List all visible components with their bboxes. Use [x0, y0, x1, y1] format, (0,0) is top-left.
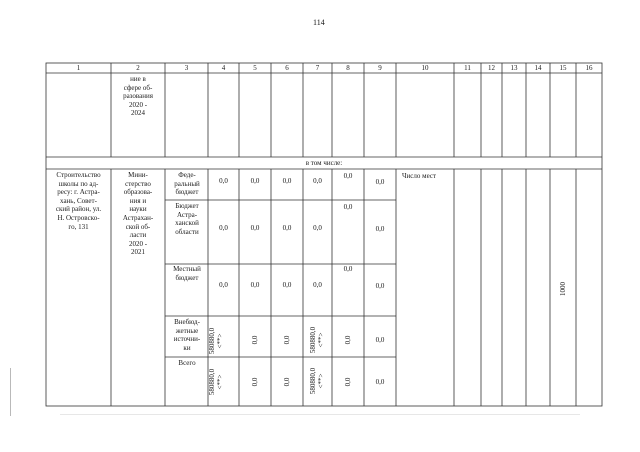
header-col-1: 1 [76, 64, 81, 72]
section-label: в том числе: [305, 159, 343, 167]
header-col-5: 5 [253, 64, 257, 72]
header-col-13: 13 [510, 64, 518, 72]
source-total: Всего [178, 359, 196, 367]
header-col-16: 16 [585, 64, 593, 72]
scan-edge-mark [10, 368, 11, 416]
federal-col6: 0,0 [282, 177, 292, 185]
local-col5: 0,0 [250, 281, 260, 289]
regional-col6: 0,0 [282, 224, 292, 232]
federal-col5: 0,0 [250, 177, 260, 185]
header-col-11: 11 [464, 64, 471, 72]
source-federal: Феде- ральный бюджет [174, 171, 200, 197]
extrabudgetary-col7: 580880,0 <**> [309, 326, 325, 354]
local-col4: 0,0 [219, 281, 228, 289]
regional-col9: 0,0 [375, 225, 385, 233]
source-regional: Бюджет Астра- ханской области [175, 202, 199, 236]
total-col4: 580880,0 <**> [208, 368, 224, 396]
extrabudgetary-col5: 0,0 [251, 335, 259, 345]
header-col-8: 8 [346, 64, 350, 72]
extrabudgetary-col9: 0,0 [375, 336, 385, 344]
object-executor: Мини- стерство образова- ния и науки Астрахан- ской об- ласти 2020 - 2021 [122, 171, 154, 257]
header-col-3: 3 [184, 64, 189, 72]
page-number: 114 [313, 18, 325, 27]
scan-bottom-mark [60, 414, 580, 415]
regional-col8: 0,0 [343, 203, 353, 211]
total-col8: 0,0 [344, 377, 352, 387]
federal-col4: 0,0 [219, 177, 228, 185]
header-col-7: 7 [315, 64, 320, 72]
header-col-15: 15 [559, 64, 567, 72]
regional-col5: 0,0 [250, 224, 260, 232]
header-col-10: 10 [421, 64, 429, 72]
header-col-9: 9 [378, 64, 382, 72]
federal-col7: 0,0 [313, 177, 322, 185]
total-col6: 0,0 [283, 377, 291, 387]
extrabudgetary-col8: 0,0 [344, 335, 352, 345]
object-name: Строительство школы по ад- ресу: г. Астра- хань, Совет- ский район, ул. Н. Островско- го, 131 [55, 171, 102, 231]
local-col7: 0,0 [313, 281, 322, 289]
regional-col7: 0,0 [313, 224, 322, 232]
header-col-12: 12 [488, 64, 495, 72]
local-col6: 0,0 [282, 281, 292, 289]
total-col5: 0,0 [251, 377, 259, 387]
federal-col9: 0,0 [375, 178, 385, 186]
source-local: Местный бюджет [173, 265, 201, 282]
indicator-value: 1000 [559, 282, 567, 296]
source-extrabudgetary: Внебюд- жетные источни- ки [173, 318, 201, 352]
total-col9: 0,0 [375, 378, 385, 386]
extrabudgetary-col4: 580880,0 <**> [208, 327, 224, 355]
total-col7: 580880,0 <**> [309, 367, 325, 395]
header-col-14: 14 [534, 64, 542, 72]
continuation-executor-text: ние в сфере об- разования 2020 - 2024 [123, 75, 153, 118]
federal-col8: 0,0 [343, 172, 353, 180]
header-col-6: 6 [285, 64, 289, 72]
local-col8: 0,0 [343, 265, 353, 273]
indicator-label: Число мест [402, 172, 437, 180]
header-col-2: 2 [136, 64, 140, 72]
local-col9: 0,0 [375, 282, 385, 290]
regional-col4: 0,0 [219, 224, 228, 232]
extrabudgetary-col6: 0,0 [283, 335, 291, 345]
header-col-4: 4 [221, 64, 226, 72]
